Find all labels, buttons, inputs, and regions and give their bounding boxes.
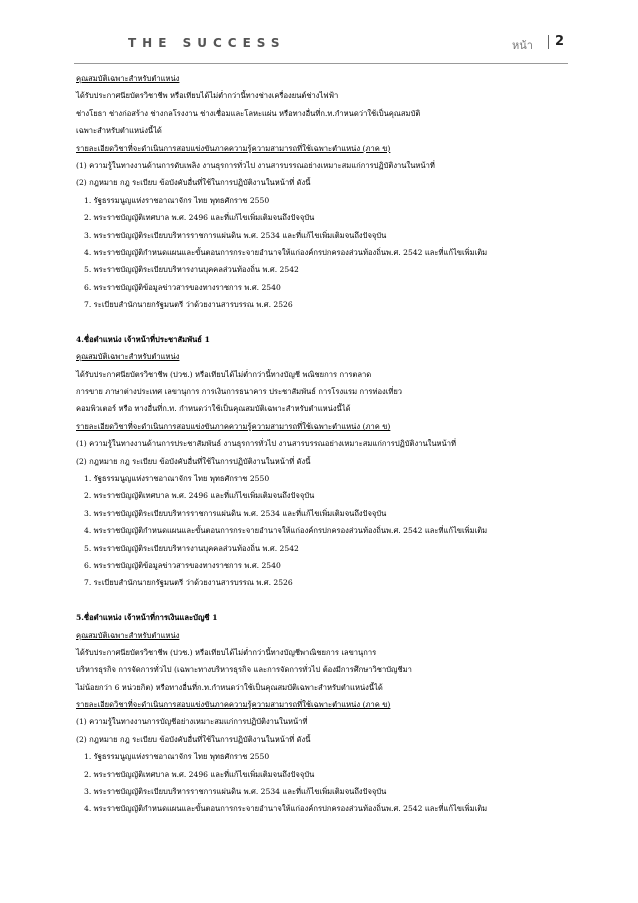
qualification-line: ช่างโยธา ช่างก่อสร้าง ช่างกลโรงงาน ช่างเชื่อมและโลหะแผ่น หรือทางอื่นที่ก.ท.กำหนดว่าใช้เป็นคุณสมบัติ <box>76 108 421 118</box>
subject-heading: รายละเอียดวิชาที่จะดำเนินการสอบแข่งขันภาคความรู้ความสามารถที่ใช้เฉพาะตำแหน่ง (ภาค ข) <box>76 421 391 431</box>
subject-point: (2) กฎหมาย กฎ ระเบียบ ข้อบังคับอื่นที่ใช้ในการปฏิบัติงานในหน้าที่ ดังนี้ <box>76 734 311 744</box>
qualification-heading: คุณสมบัติเฉพาะสำหรับตำแหน่ง <box>76 352 180 362</box>
law-item: 4. พระราชบัญญัติกำหนดแผนและขั้นตอนการกระจายอำนาจให้แก่องค์กรปกครองส่วนท้องถิ่นพ.ศ. 2542 และที่แก้ไขเพิ่มเติม <box>84 247 488 257</box>
law-item: 5. พระราชบัญญัติระเบียบบริหารงานบุคคลส่วนท้องถิ่น พ.ศ. 2542 <box>84 543 299 553</box>
subject-point: (1) ความรู้ในทางงานด้านการประชาสัมพันธ์ งานธุรการทั่วไป งานสารบรรณอย่างเหมาะสมแก่การปฏิบัติงานในหน้าที่ <box>76 439 457 449</box>
header-brand: THE SUCCESS <box>128 36 286 50</box>
law-item: 6. พระราชบัญญัติข้อมูลข่าวสารของทางราชการ พ.ศ. 2540 <box>84 282 281 292</box>
law-item: 2. พระราชบัญญัติเทศบาล พ.ศ. 2496 และที่แก้ไขเพิ่มเติมจนถึงปัจจุบัน <box>84 491 315 501</box>
position-title: 4.ชื่อตำแหน่ง เจ้าหน้าที่ประชาสัมพันธ์ 1 <box>76 334 210 344</box>
subject-heading: รายละเอียดวิชาที่จะดำเนินการสอบแข่งขันภาคความรู้ความสามารถที่ใช้เฉพาะตำแหน่ง (ภาค ข) <box>76 700 391 710</box>
page-header <box>0 32 638 54</box>
law-item: 3. พระราชบัญญัติระเบียบบริหารราชการแผ่นดิน พ.ศ. 2534 และที่แก้ไขเพิ่มเติมจนถึงปัจจุบัน <box>84 508 387 518</box>
law-item: 3. พระราชบัญญัติระเบียบบริหารราชการแผ่นดิน พ.ศ. 2534 และที่แก้ไขเพิ่มเติมจนถึงปัจจุบัน <box>84 787 387 797</box>
position-title: 5.ชื่อตำแหน่ง เจ้าหน้าที่การเงินและบัญชี 1 <box>76 613 218 623</box>
law-item: 1. รัฐธรรมนูญแห่งราชอาณาจักร ไทย พุทธศักราช 2550 <box>84 195 270 205</box>
qualification-line: คอมพิวเตอร์ หรือ ทางอื่นที่ก.ท. กำหนดว่าใช้เป็นคุณสมบัติเฉพาะสำหรับตำแหน่งนี้ได้ <box>76 404 351 414</box>
qualification-heading: คุณสมบัติเฉพาะสำหรับตำแหน่ง <box>76 630 180 640</box>
subject-point: (1) ความรู้ในทางงานด้านการดับเพลิง งานธุรการทั่วไป งานสารบรรณอย่างเหมาะสมแก่การปฏิบัติงานในหน้าที่ <box>76 160 435 170</box>
subject-point: (2) กฎหมาย กฎ ระเบียบ ข้อบังคับอื่นที่ใช้ในการปฏิบัติงานในหน้าที่ ดังนี้ <box>76 178 311 188</box>
subject-point: (1) ความรู้ในทางงานการบัญชีอย่างเหมาะสมแก่การปฏิบัติงานในหน้าที่ <box>76 717 308 727</box>
law-item: 2. พระราชบัญญัติเทศบาล พ.ศ. 2496 และที่แก้ไขเพิ่มเติมจนถึงปัจจุบัน <box>84 769 315 779</box>
qualification-line: ได้รับประกาศนียบัตรวิชาชีพ (ปวช.) หรือเทียบได้ไม่ต่ำกว่านี้ทางบัญชีพาณิชยการ เลขานุการ <box>76 647 377 657</box>
qualification-line: ได้รับประกาศนียบัตรวิชาชีพ หรือเทียบได้ไม่ต่ำกว่านี้ทางช่างเครื่องยนต์ช่างไฟฟ้า <box>76 91 339 101</box>
page-number: 2 <box>555 34 565 49</box>
subject-point: (2) กฎหมาย กฎ ระเบียบ ข้อบังคับอื่นที่ใช้ในการปฏิบัติงานในหน้าที่ ดังนี้ <box>76 456 311 466</box>
law-item: 4. พระราชบัญญัติกำหนดแผนและขั้นตอนการกระจายอำนาจให้แก่องค์กรปกครองส่วนท้องถิ่นพ.ศ. 2542 และที่แก้ไขเพิ่มเติม <box>84 804 488 814</box>
law-item: 6. พระราชบัญญัติข้อมูลข่าวสารของทางราชการ พ.ศ. 2540 <box>84 560 281 570</box>
document-body <box>76 70 568 818</box>
header-divider <box>548 35 549 49</box>
law-item: 5. พระราชบัญญัติระเบียบบริหารงานบุคคลส่วนท้องถิ่น พ.ศ. 2542 <box>84 265 299 275</box>
law-item: 2. พระราชบัญญัติเทศบาล พ.ศ. 2496 และที่แก้ไขเพิ่มเติมจนถึงปัจจุบัน <box>84 213 315 223</box>
subject-heading: รายละเอียดวิชาที่จะดำเนินการสอบแข่งขันภาคความรู้ความสามารถที่ใช้เฉพาะตำแหน่ง (ภาค ข) <box>76 143 391 153</box>
qualification-line: เฉพาะสำหรับตำแหน่งนี้ได้ <box>76 126 162 136</box>
qualification-line: บริหารธุรกิจ การจัดการทั่วไป (เฉพาะทางบริหารธุรกิจ และการจัดการทั่วไป ต้องมีการศึกษาวิชาบัญชีมา <box>76 665 412 675</box>
qualification-heading: คุณสมบัติเฉพาะสำหรับตำแหน่ง <box>76 74 180 83</box>
law-item: 1. รัฐธรรมนูญแห่งราชอาณาจักร ไทย พุทธศักราช 2550 <box>84 473 270 483</box>
law-item: 4. พระราชบัญญัติกำหนดแผนและขั้นตอนการกระจายอำนาจให้แก่องค์กรปกครองส่วนท้องถิ่นพ.ศ. 2542 และที่แก้ไขเพิ่มเติม <box>84 526 488 536</box>
law-item: 7. ระเบียบสำนักนายกรัฐมนตรี ว่าด้วยงานสารบรรณ พ.ศ. 2526 <box>84 300 293 310</box>
law-item: 3. พระราชบัญญัติระเบียบบริหารราชการแผ่นดิน พ.ศ. 2534 และที่แก้ไขเพิ่มเติมจนถึงปัจจุบัน <box>84 230 387 240</box>
header-rule <box>74 63 568 64</box>
page-label: หน้า <box>512 39 533 52</box>
qualification-line: ได้รับประกาศนียบัตรวิชาชีพ (ปวช.) หรือเทียบได้ไม่ต่ำกว่านี้ทางบัญชี พณิชยการ การตลาด <box>76 369 372 379</box>
law-item: 7. ระเบียบสำนักนายกรัฐมนตรี ว่าด้วยงานสารบรรณ พ.ศ. 2526 <box>84 578 293 588</box>
qualification-line: ไม่น้อยกว่า 6 หน่วยกิต) หรือทางอื่นที่ก.ท.กำหนดว่าใช้เป็นคุณสมบัติเฉพาะสำหรับตำแหน่งนี้ได้ <box>76 682 383 692</box>
law-item: 1. รัฐธรรมนูญแห่งราชอาณาจักร ไทย พุทธศักราช 2550 <box>84 752 270 762</box>
qualification-line: การขาย ภาษาต่างประเทศ เลขานุการ การเงินการธนาคาร ประชาสัมพันธ์ การโรงแรม การท่องเที่ยว <box>76 387 403 397</box>
